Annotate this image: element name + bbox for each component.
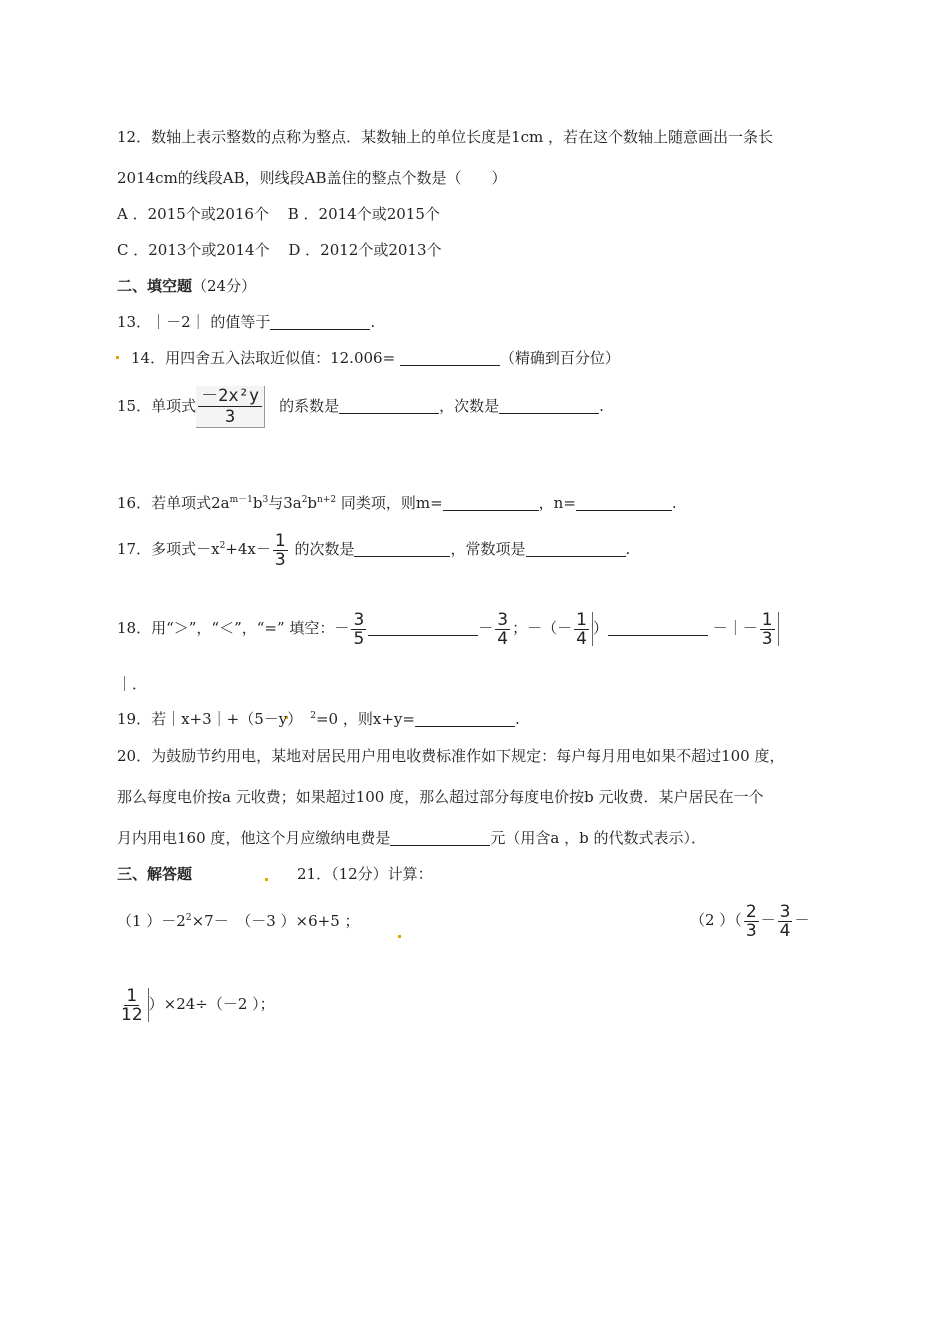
q18-frac4-den: 3: [761, 628, 773, 649]
q15: [117, 382, 604, 430]
section-2-heading: [117, 276, 256, 296]
q21-frac1-num: 2: [745, 901, 757, 922]
q17-degree-label: 的次数是: [289, 540, 355, 558]
q17-degree-blank: [354, 540, 450, 557]
q19-suffix: .: [514, 710, 520, 728]
q21-part2: [690, 896, 810, 944]
q14-text: 14．用四舍五入法取近似值：12.006=: [131, 349, 400, 367]
q18-frac3-den: 4: [576, 628, 587, 649]
q16-exp2: 3: [262, 495, 269, 505]
q18: [117, 604, 779, 652]
q17-exp: 2: [219, 541, 226, 551]
q21-part1: [117, 911, 360, 931]
q15-mono-denominator: 3: [224, 407, 236, 427]
q21-frac1-den: 3: [745, 920, 757, 941]
q16-exp4: n+2: [317, 495, 337, 505]
q18-frac1: [351, 611, 366, 648]
q20-line3: [117, 828, 706, 848]
q18-close: ）: [592, 619, 608, 637]
q18-frac2-num: 3: [497, 609, 509, 630]
q13: [117, 312, 375, 332]
q13-answer-blank: [270, 313, 370, 330]
q21-p1-exp: 2: [185, 913, 192, 923]
q15-monomial-image: [196, 386, 265, 428]
q21-frac3-den: 12: [121, 1004, 143, 1025]
q21-p2-text: （2 ）（: [690, 911, 742, 929]
q16-mid: 与3a: [268, 494, 302, 512]
q12-line1: 12．数轴上表示整数的点称为整点．某数轴上的单位长度是1cm ，若在这个数轴上随意画出一条长: [117, 128, 774, 146]
option-a: A ．2015个或2016个: [117, 205, 269, 223]
q18-frac4: [760, 611, 775, 648]
q21-frac3-num: 1: [126, 985, 138, 1006]
section-3-heading: [117, 864, 192, 884]
q19-exp: 2: [310, 711, 316, 721]
q21-heading: 21．（12分）计算：: [297, 865, 433, 883]
q18-blank2: [608, 619, 708, 636]
q20-line3-suffix: 元（用含a ，b 的代数式表示）．: [490, 829, 706, 847]
q20-line1: 20．为鼓励节约用电，某地对居民用户用电收费标准作如下规定：每户每月用电如果不超过100 度，: [117, 747, 785, 765]
q17-constant-label: ，常数项是: [450, 540, 526, 558]
q14-answer-blank: [400, 349, 500, 366]
q21-frac2-num: 3: [779, 901, 791, 922]
q14: [131, 348, 620, 368]
q16: [117, 493, 677, 513]
decorative-dot: [265, 878, 268, 881]
q18-text: 18．用“＞”，“＜”，“=” 填空：－: [117, 619, 350, 637]
decorative-dot: [398, 935, 401, 938]
q17-constant-blank: [526, 540, 626, 557]
q19-mid: =0 ，则x+y=: [315, 710, 415, 728]
section-3-title: 三、解答题: [117, 865, 193, 883]
q18-frac2: [495, 611, 510, 648]
q21-p1-rest: ×7－ （－3 ）×6+5 ；: [191, 912, 360, 930]
q18-frac1-den: 5: [353, 628, 365, 649]
q16-m-label: 同类项，则m=: [336, 494, 443, 512]
q18-blank1: [368, 619, 478, 636]
q18-frac4-num: 1: [761, 609, 773, 630]
q21-minus: －: [760, 911, 776, 929]
q19-answer-blank: [415, 710, 515, 727]
q15-degree-blank: [499, 397, 599, 414]
q17-fraction: [273, 532, 288, 569]
q17-suffix: .: [625, 540, 631, 558]
q16-n-label: ，n=: [538, 494, 576, 512]
q19-text: 19．若｜x+3｜+（5－y）: [117, 710, 303, 728]
q18-frac3: [574, 611, 589, 648]
q12-options-ab: [117, 204, 440, 224]
q21-frac1: [744, 903, 759, 940]
q18-mid2: －｜－: [712, 619, 758, 637]
q18-frac3-num: 1: [576, 609, 587, 630]
q16-m-blank: [443, 494, 539, 511]
section-2-score: （24分）: [192, 277, 257, 295]
q16-text: 16．若单项式2a: [117, 494, 230, 512]
q16-exp1: m－1: [229, 495, 253, 505]
q15-suffix: .: [599, 397, 604, 415]
q16-n-blank: [576, 494, 672, 511]
q21-frac2: [778, 903, 793, 940]
q16-b2: b: [307, 494, 318, 512]
q21-part2-continuation: [117, 980, 275, 1028]
q21-p2-rest: ）×24÷（－2 ）；: [148, 995, 275, 1013]
q18-continuation: ｜．: [117, 675, 148, 693]
abs-bar: [778, 612, 779, 646]
q15-mono-numerator: －2x²y: [198, 386, 262, 407]
q20-line3-text: 月内用电160 度，他这个月应缴纳电费是: [117, 829, 391, 847]
q14-suffix: （精确到百分位）: [499, 349, 620, 367]
decorative-dot: [116, 356, 119, 359]
q12-options-cd: [117, 240, 442, 260]
q16-suffix: .: [671, 494, 677, 512]
q21-trailing-minus: －: [794, 911, 810, 929]
option-d: D ．2012个或2013个: [288, 241, 442, 259]
q15-degree-label: ，次数是: [439, 397, 500, 415]
q21-frac2-den: 4: [779, 920, 791, 941]
q15-coef-label: 的系数是: [279, 397, 340, 415]
q12-line2: 2014cm的线段AB，则线段AB盖住的整点个数是（ ）: [117, 169, 507, 187]
q15-coef-blank: [339, 397, 439, 414]
q15-text: 15．单项式: [117, 397, 197, 415]
option-c: C ．2013个或2014个: [117, 241, 270, 259]
q13-suffix: .: [370, 313, 376, 331]
q17-mid: +4x－: [225, 540, 271, 558]
q20-line2: 那么每度电价按a 元收费；如果超过100 度，那么超过部分每度电价按b 元收费．某户居民在一个: [117, 788, 764, 806]
q17-text: 17．多项式－x: [117, 540, 220, 558]
q18-mid: ；－（－: [512, 619, 573, 637]
q16-b: b: [252, 494, 263, 512]
q13-text: 13．｜－2｜ 的值等于: [117, 313, 271, 331]
q21-p1-text: （1 ）－2: [117, 912, 186, 930]
option-b: B ．2014个或2015个: [287, 205, 440, 223]
q18-frac1-num: 3: [353, 609, 365, 630]
q18-minus: －: [478, 619, 494, 637]
section-2-title: 二、填空题: [117, 277, 193, 295]
q16-exp3: 2: [301, 495, 308, 505]
q20-answer-blank: [390, 829, 490, 846]
q17-frac-den: 3: [274, 549, 286, 570]
q17-frac-num: 1: [274, 530, 286, 551]
q17: [117, 527, 630, 571]
q19: [117, 709, 520, 729]
q18-frac2-den: 4: [497, 628, 509, 649]
q21-frac3: [119, 987, 145, 1024]
